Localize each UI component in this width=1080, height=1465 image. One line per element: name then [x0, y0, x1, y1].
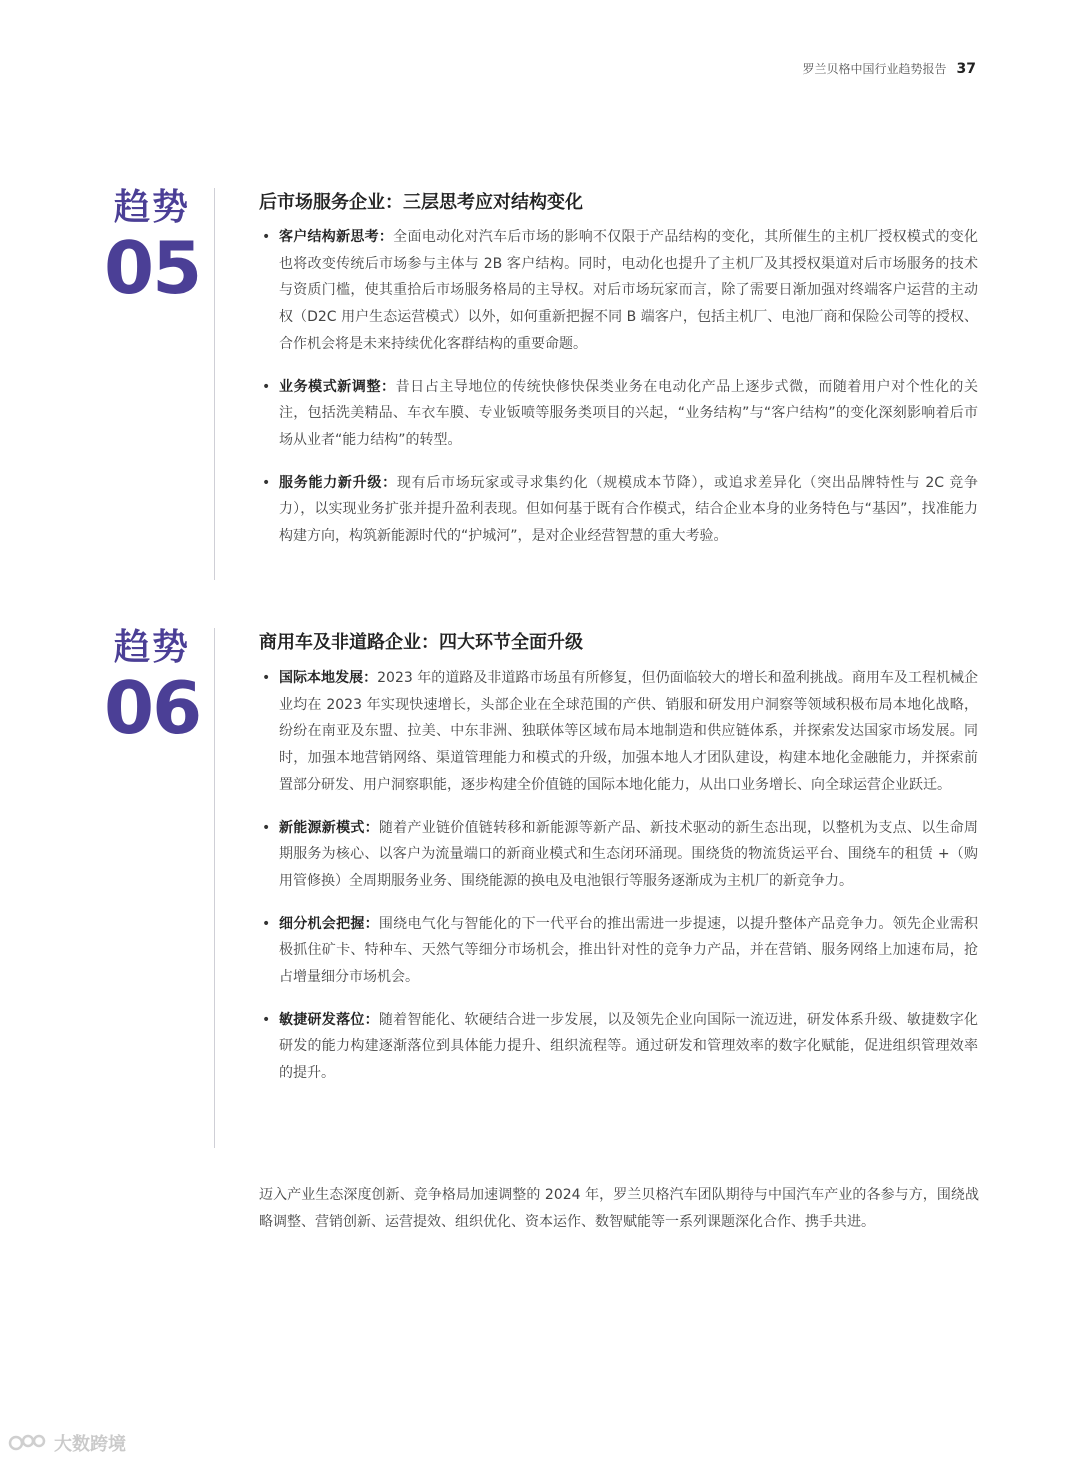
trend-number: 05 [104, 226, 201, 310]
section-title: 后市场服务企业：三层思考应对结构变化 [259, 192, 583, 213]
trend-label: 趋势 [113, 187, 190, 228]
item-term: 国际本地发展： [279, 670, 378, 686]
item-text: 围绕电气化与智能化的下一代平台的推出需进一步提速，以提升整体产品竞争力。领先企业需积极抓住矿卡、特种车、天然气等细分市场机会，推出针对性的竞争力产品，并在营销、服务网络上加速布局，抢占增量细分市场机会。 [279, 915, 979, 986]
list-item [262, 470, 978, 550]
item-text: 随着产业链价值链转移和新能源等新产品、新技术驱动的新生态出现，以整机为支点、以生命周期服务为核心、以客户为流量端口的新商业模式和生态闭环涌现。围绕货的物流货运平台、围绕车的租赁 +（购用管修换）全周期服务业务、围绕能源的换电及电池银行等服务逐渐成为主机厂的新竞争力。 [279, 819, 979, 889]
item-text: 昔日占主导地位的传统快修快保类业务在电动化产品上逐步式微，而随着用户对个性化的关注，包括洗美精品、车衣车膜、专业钣喷等服务类项目的兴起，“业务结构”与“客户结构”的变化深刻影响着后市场从业者“能力结构”的转型。 [279, 378, 979, 448]
item-term: 敏捷研发落位： [279, 1011, 379, 1028]
trend-06-badge [104, 626, 201, 750]
watermark [8, 1430, 126, 1456]
watermark-text: 大数跨境 [54, 1434, 126, 1455]
item-term: 新能源新模式： [279, 819, 379, 836]
trend-number: 06 [104, 666, 201, 750]
watermark-logo-icon [8, 1432, 50, 1454]
trend-05-badge [104, 186, 201, 310]
page-header [803, 60, 977, 77]
trend-05-list [262, 224, 978, 566]
list-item [262, 224, 978, 358]
page-number: 37 [956, 61, 976, 77]
list-item [262, 1007, 978, 1087]
item-term: 细分机会把握： [279, 915, 379, 932]
section-title: 商用车及非道路企业：四大环节全面升级 [259, 632, 583, 653]
item-text: 2023 年的道路及非道路市场虽有所修复，但仍面临较大的增长和盈利挑战。商用车及工程机械企业均在 2023 年实现快速增长，头部企业在全球范围的产供、销服和研发用户洞察等领域积极布局本地化战略，纷纷在南亚及东盟、拉美、中东非洲、独联体等区域布局本地制造和供应链体系，并探索发达国家市场发展。同时，加强本地营销网络、渠道管理能力和模式的升级，加强本地人才团队建设，构建本地化金融能力，并探索前置部分研发、用户洞察职能，逐步构建全价值链的国际本地化能力，从出口业务增长、向全球运营企业跃迁。 [279, 670, 979, 793]
list-item [262, 374, 978, 454]
divider-line [214, 188, 215, 580]
list-item [262, 815, 978, 895]
item-text: 全面电动化对汽车后市场的影响不仅限于产品结构的变化，其所催生的主机厂授权模式的变化也将改变传统后市场参与主体与 2B 客户结构。同时，电动化也提升了主机厂及其授权渠道对后市场服务的技术与资质门槛，使其重拾后市场服务格局的主导权。对后市场玩家而言，除了需要日渐加强对终端客户运营的主动权（D2C 用户生态运营模式）以外，如何重新把握不同 B 端客户，包括主机厂、电池厂商和保险公司等的授权、合作机会将是未来持续优化客群结构的重要命题。 [279, 229, 979, 352]
item-text: 随着智能化、软硬结合进一步发展，以及领先企业向国际一流迈进，研发体系升级、敏捷数字化研发的能力构建逐渐落位到具体能力提升、组织流程等。通过研发和管理效率的数字化赋能，促进组织管理效率的提升。 [279, 1011, 979, 1082]
item-text: 现有后市场玩家或寻求集约化（规模成本节降），或追求差异化（突出品牌特性与 2C 竞争力），以实现业务扩张并提升盈利表现。但如何基于既有合作模式，结合企业本身的业务特色与“基因”，找准能力构建方向，构筑新能源时代的“护城河”，是对企业经营智慧的重大考验。 [279, 474, 978, 545]
list-item [262, 665, 978, 799]
report-title: 罗兰贝格中国行业趋势报告 [802, 62, 947, 76]
item-term: 业务模式新调整： [279, 378, 396, 395]
trend-06-list [262, 665, 978, 1103]
item-term: 客户结构新思考： [279, 229, 394, 245]
list-item [262, 911, 978, 991]
divider-line [214, 628, 215, 1148]
trend-label: 趋势 [113, 627, 190, 668]
item-term: 服务能力新升级： [279, 474, 397, 491]
closing-paragraph: 迈入产业生态深度创新、竞争格局加速调整的 2024 年，罗兰贝格汽车团队期待与中国汽车产业的各参与方，围绕战略调整、营销创新、运营提效、组织优化、资本运作、数智赋能等一系列课题深化合作、携手共进。 [259, 1187, 979, 1230]
